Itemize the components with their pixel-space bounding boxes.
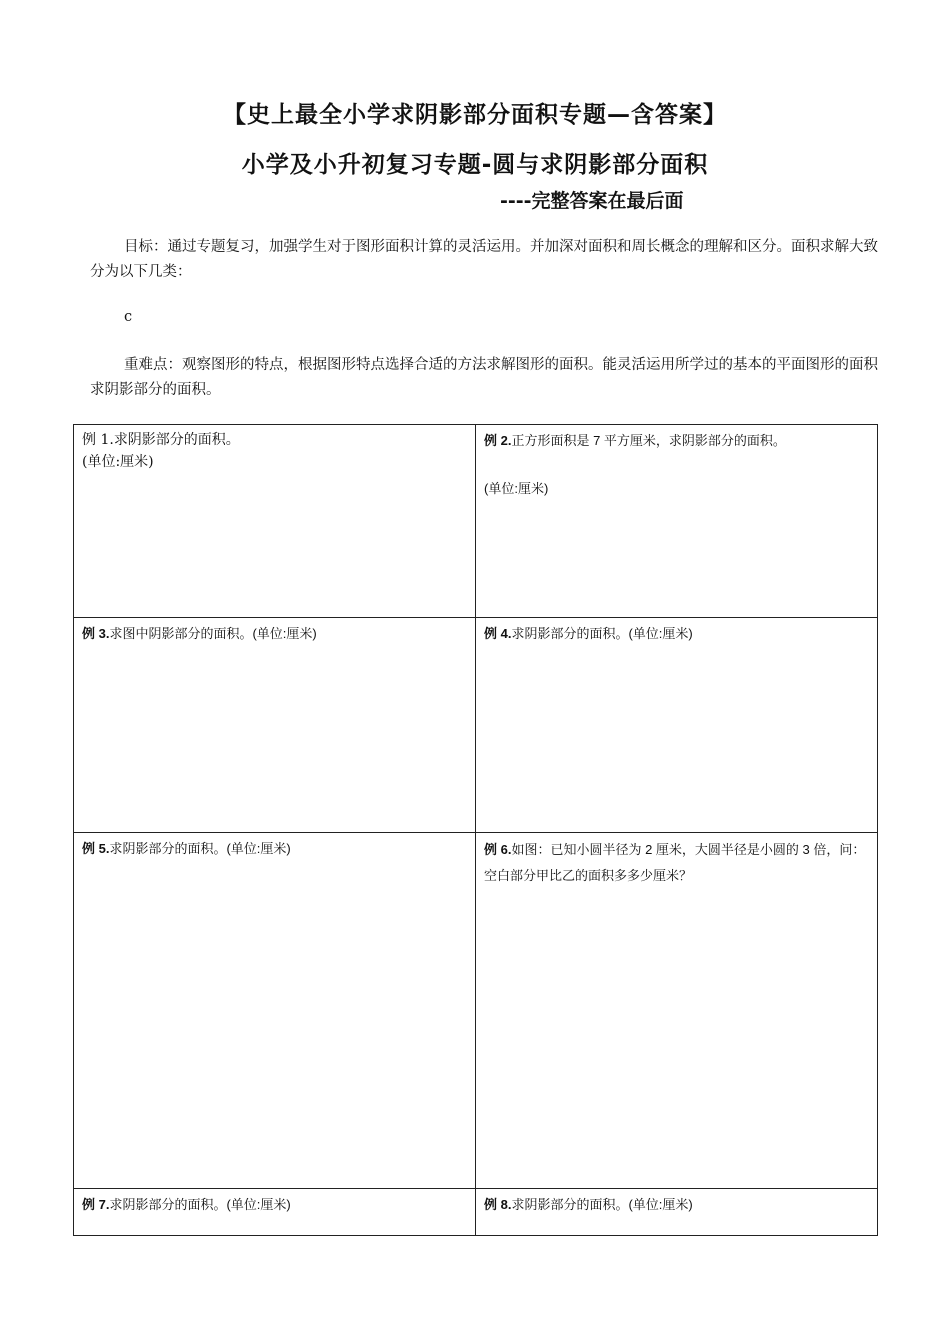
example-7-title: 例 7.求阴影部分的面积。(单位:厘米) [82,1197,291,1212]
key-points-text: 重难点：观察图形的特点，根据图形特点选择合适的方法求解图形的面积。能灵活运用所学过的基本的平面图形的面积求阴影部分的面积。 [90,357,878,398]
example-8-title: 例 8.求阴影部分的面积。(单位:厘米) [484,1197,693,1212]
examples-table [73,424,878,1236]
example-1-unit: (单位:厘米) [82,454,154,470]
answer-note: ----完整答案在最后面 [500,190,684,212]
example-2-cell [476,425,878,618]
example-2-unit: (单位:厘米) [484,481,549,496]
example-1-cell [74,425,476,618]
example-4-cell [476,618,878,833]
example-6-title: 例 6.如图：已知小圆半径为 2 厘米，大圆半径是小圆的 3 倍，问：空白部分甲比乙的面积多多少厘米？ [484,842,866,883]
example-6-cell [476,833,878,1189]
document-title: 【史上最全小学求阴影部分面积专题—含答案】 [223,102,727,128]
example-7-cell [74,1189,476,1236]
key-points-paragraph [90,353,880,403]
example-1-title: 例 1.求阴影部分的面积。 [82,432,240,448]
example-4-title: 例 4.求阴影部分的面积。(单位:厘米) [484,626,693,641]
example-2-title: 例 2.正方形面积是 7 平方厘米，求阴影部分的面积。 [484,433,786,448]
example-5-title: 例 5.求阴影部分的面积。(单位:厘米) [82,841,291,856]
goal-text: 目标：通过专题复习，加强学生对于图形面积计算的灵活运用。并加深对面积和周长概念的理解和区分。面积求解大致分为以下几类： [90,239,878,280]
c-line: c [124,309,133,325]
document-subtitle: 小学及小升初复习专题-圆与求阴影部分面积 [241,152,709,178]
example-8-cell [476,1189,878,1236]
example-5-cell [74,833,476,1189]
goal-paragraph [90,235,880,285]
example-3-cell [74,618,476,833]
example-3-title: 例 3.求图中阴影部分的面积。(单位:厘米) [82,626,317,641]
